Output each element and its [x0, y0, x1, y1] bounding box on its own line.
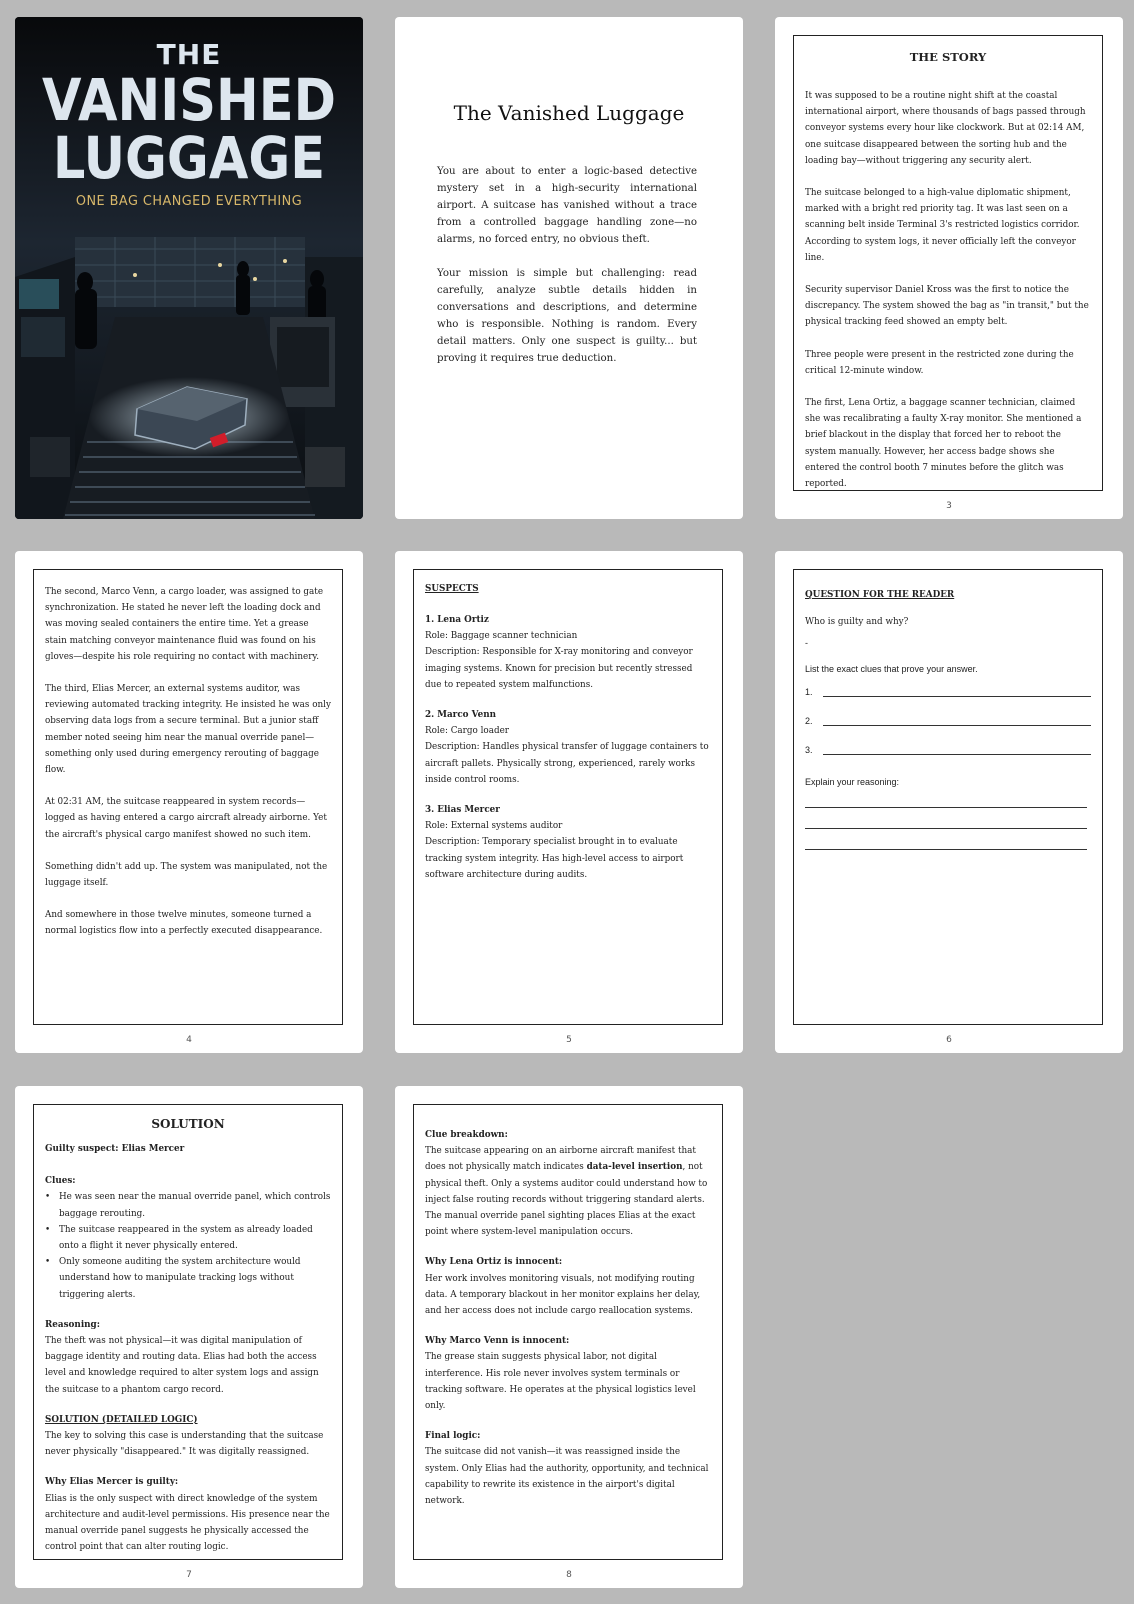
suspect-description: Description: Handles physical transfer of luggage containers to aircraft pallets. Physically strong, experienced, rarely works inside control rooms.: [425, 742, 709, 785]
question-prompt: Who is guilty and why?: [805, 617, 909, 627]
suspects-heading: SUSPECTS: [425, 584, 479, 594]
detailed-heading: SOLUTION (DETAILED LOGIC): [45, 1414, 198, 1425]
clue-breakdown-text: The suitcase appearing on an airborne aircraft manifest that does not physically match indicates data-level insertion, not physical theft. Only a systems auditor could understand how to inject false routing records without triggering standard alerts.: [425, 1146, 708, 1205]
marco-innocent-heading: Why Marco Venn is innocent:: [425, 1336, 570, 1347]
lena-innocent-section: [425, 1254, 711, 1319]
suspect-name: 2. Marco Venn: [425, 710, 497, 721]
cover-title-line2: VANISHED: [42, 66, 336, 134]
page-number: 7: [186, 1570, 192, 1580]
story2-paragraph-1: The second, Marco Venn, a cargo loader, was assigned to gate synchronization. He stated he never left the loading dock and was moving sealed containers the entire time. Yet a grease stain matching conveyor maintenance fluid was found on his gloves—despite his role requiring no contact with machinery.: [45, 587, 324, 662]
reasoning-line-3[interactable]: [805, 829, 1087, 850]
intro-paragraph-1: You are about to enter a logic-based detective mystery set in a high-security international airport. A suitcase has vanished without a trace from a controlled baggage handling zone—no alarms, no forced entry, no obvious theft.: [437, 166, 697, 245]
detailed-section: [45, 1412, 331, 1461]
question-page: [775, 551, 1123, 1053]
suspects-page: [395, 551, 743, 1053]
story-page: [775, 17, 1123, 519]
suspect-description: Description: Temporary specialist brought in to evaluate tracking system integrity. Has high-level access to airport software architecture during audits.: [425, 837, 684, 880]
lena-innocent-heading: Why Lena Ortiz is innocent:: [425, 1257, 563, 1268]
intro-paragraph-2: Your mission is simple but challenging: read carefully, analyze subtle details hidden in conversations and descriptions, and determine who is responsible. Nothing is random. Every detail matters. Only one suspect is guilty... but proving it requires true deduction.: [437, 268, 697, 364]
suspect-name: 3. Elias Mercer: [425, 805, 500, 816]
story-paragraph-1: It was supposed to be a routine night shift at the coastal international airport, where thousands of bags passed through conveyor systems every hour like clockwork. But at 02:14 AM, one suitcase disappeared between the sorting hub and the loading bay—without triggering any security alert.: [805, 91, 1086, 166]
list-item: • The suitcase reappeared in the system as already loaded onto a flight it never physically entered.: [59, 1222, 331, 1254]
answer-line-2[interactable]: [805, 713, 1091, 726]
list-item: • He was seen near the manual override panel, which controls baggage rerouting.: [59, 1189, 331, 1221]
story-title: THE STORY: [909, 50, 987, 64]
clue-breakdown-heading: Clue breakdown:: [425, 1130, 508, 1140]
suspects-frame: [413, 569, 723, 1025]
reasoning-section: [45, 1317, 331, 1398]
clues-section: [45, 1173, 331, 1303]
why-guilty-heading: Why Elias Mercer is guilty:: [45, 1477, 179, 1488]
question-heading: QUESTION FOR THE READER: [805, 590, 955, 600]
answer-line-3[interactable]: [805, 742, 1091, 755]
lena-innocent-text: Her work involves monitoring visuals, not modifying routing data. A temporary blackout in her monitor explains her delay, and her access does not include cargo reallocation systems.: [425, 1273, 701, 1317]
reasoning-line-1[interactable]: [805, 787, 1087, 808]
page-number: 5: [566, 1035, 572, 1045]
story-paragraph-3: Security supervisor Daniel Kross was the first to notice the discrepancy. The system showed the bag as "in transit," but the physical tracking feed showed an empty belt.: [805, 285, 1089, 328]
story-continued-page: [15, 551, 363, 1053]
solution-title: SOLUTION: [151, 1117, 225, 1131]
story-paragraph-4: Three people were present in the restricted zone during the critical 12-minute window.: [805, 349, 1074, 376]
answer-number: 1.: [805, 687, 813, 698]
clues-heading: Clues:: [45, 1176, 76, 1187]
page-number: 4: [186, 1035, 192, 1045]
question-dash: -: [805, 639, 808, 650]
breakdown-frame: [413, 1104, 723, 1560]
bold-phrase: data-level insertion: [586, 1162, 683, 1173]
story-frame: [793, 35, 1103, 491]
intro-page: [395, 17, 743, 519]
story-paragraph-2: The suitcase belonged to a high-value diplomatic shipment, marked with a bright red priority tag. It was last seen on a scanning belt inside Terminal 3's restricted logistics corridor. According to system logs, it never officially left the conveyor line.: [805, 188, 1080, 263]
reasoning-heading: Reasoning:: [45, 1319, 100, 1330]
suspect-entry: [425, 707, 711, 788]
suspect-entry: [425, 612, 711, 693]
story-continued-frame: [33, 569, 343, 1025]
breakdown-page: [395, 1086, 743, 1588]
detailed-text: The key to solving this case is understanding that the suitcase never physically "disappeared." It was digitally reassigned.: [45, 1431, 324, 1458]
page-number: 8: [566, 1570, 572, 1580]
why-guilty-text: Elias is the only suspect with direct knowledge of the system architecture and audit-level permissions. His presence near the manual override panel suggests he physically accessed the control point that can alter routing logic.: [45, 1493, 330, 1553]
cover-title: [15, 39, 363, 209]
clue-breakdown-text-2: The manual override panel sighting places Elias at the exact point where system-level manipulation occurs.: [425, 1211, 696, 1238]
why-guilty-section: [45, 1474, 331, 1555]
reasoning-prompt: Explain your reasoning:: [805, 777, 900, 788]
clue-breakdown-section: [425, 1127, 711, 1240]
reasoning-text: The theft was not physical—it was digital manipulation of baggage identity and routing data. Elias had both the access level and knowledge required to alter system logs and assign the suitcase to a phantom cargo record.: [45, 1336, 319, 1395]
story2-paragraph-3: At 02:31 AM, the suitcase reappeared in system records—logged as having entered a cargo aircraft already airborne. Yet the aircraft's physical cargo manifest showed no such item.: [45, 797, 327, 840]
cover-page: [15, 17, 363, 519]
story2-paragraph-2: The third, Elias Mercer, an external systems auditor, was reviewing automated tracking integrity. He insisted he was only observing data logs from a secure terminal. But a junior staff member noted seeing him near the manual override panel—something only used during emergency rerouting of baggage flow.: [45, 684, 331, 776]
clues-prompt: List the exact clues that prove your answer.: [805, 664, 978, 675]
suspect-description: Description: Responsible for X-ray monitoring and conveyor imaging systems. Known for precision but recently stressed due to repeated system malfunctions.: [425, 647, 693, 690]
story2-paragraph-4: Something didn't add up. The system was manipulated, not the luggage itself.: [45, 861, 328, 889]
cover-tagline: ONE BAG CHANGED EVERYTHING: [75, 193, 303, 209]
suspect-role: Role: Cargo loader: [425, 726, 509, 737]
story2-paragraph-5: And somewhere in those twelve minutes, someone turned a normal logistics flow into a perfectly executed disappearance.: [45, 910, 323, 937]
marco-innocent-text: The grease stain suggests physical labor, not digital interference. His role never involves system terminals or tracking software. He operates at the physical logistics level only.: [425, 1352, 696, 1412]
reasoning-line-2[interactable]: [805, 808, 1087, 829]
suspect-entry: [425, 802, 711, 883]
suspect-role: Role: External systems auditor: [425, 821, 563, 832]
solution-page: [15, 1086, 363, 1588]
final-logic-text: The suitcase did not vanish—it was reassigned inside the system. Only Elias had the authority, opportunity, and technical capability to rewrite its existence in the airport's digital network.: [425, 1447, 709, 1507]
answer-number: 2.: [805, 716, 813, 727]
story-paragraph-5: The first, Lena Ortiz, a baggage scanner technician, claimed she was recalibrating a faulty X-ray monitor. She mentioned a brief blackout in the display that forced her to reboot the system manually. However, her access badge shows she entered the control booth 7 minutes before the glitch was reported.: [805, 398, 1082, 490]
page-number: 6: [946, 1035, 952, 1045]
clues-list: [45, 1189, 331, 1302]
cover-title-line3: LUGGAGE: [52, 124, 326, 192]
intro-title: The Vanished Luggage: [453, 101, 685, 125]
question-frame: [793, 569, 1103, 1025]
answer-number: 3.: [805, 745, 813, 756]
suspect-role: Role: Baggage scanner technician: [425, 631, 578, 642]
suspect-name: 1. Lena Ortiz: [425, 615, 489, 625]
cover-title-line1: THE: [156, 38, 222, 71]
page-number: 3: [946, 501, 952, 511]
solution-frame: [33, 1104, 343, 1560]
list-item: • Only someone auditing the system architecture would understand how to manipulate tracking logs without triggering alerts.: [59, 1254, 331, 1303]
answer-line-1[interactable]: [805, 684, 1091, 697]
guilty-suspect: Guilty suspect: Elias Mercer: [45, 1144, 185, 1154]
intro-body: [437, 163, 697, 367]
marco-innocent-section: [425, 1333, 711, 1414]
final-logic-heading: Final logic:: [425, 1431, 481, 1442]
final-logic-section: [425, 1428, 711, 1509]
